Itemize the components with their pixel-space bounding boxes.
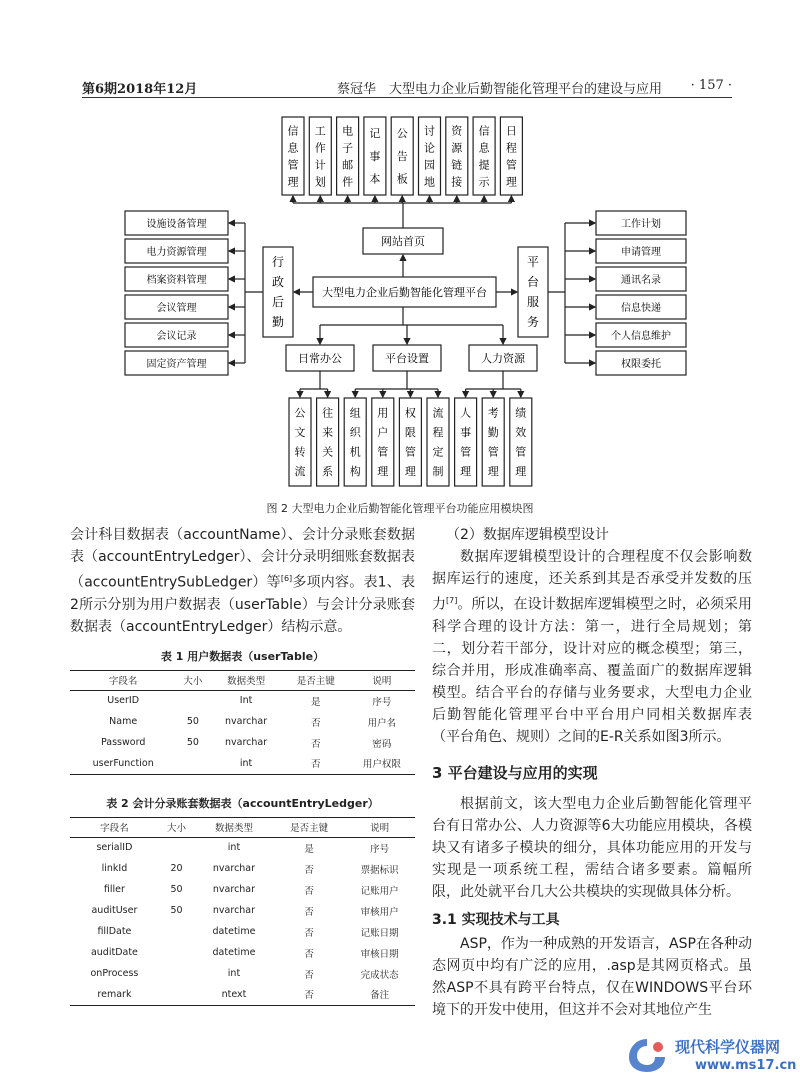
svg-text:设施设备管理: 设施设备管理 — [146, 219, 207, 230]
left-column — [70, 524, 415, 1006]
section-3-1-paragraph: ASP，作为一种成熟的开发语言，ASP在各种动态网页中均有广泛的应用，.asp是其网页格式。虽然ASP不具有跨平台特点，仅在WINDOWS平台环境下的开发中使用，但这并不会对其地位产生 — [432, 935, 752, 1018]
table2-title: 表 2 会计分录账套数据表（accountEntryLedger） — [106, 796, 379, 810]
table1-title: 表 1 用户数据表（userTable） — [160, 649, 325, 663]
left-item-5 — [125, 351, 228, 375]
db-logic-subheading: （2）数据库逻辑模型设计 — [446, 527, 609, 543]
table-cell: 审核日期 — [360, 948, 399, 960]
table1-header-4: 说明 — [372, 676, 392, 688]
center-platform-box — [313, 277, 496, 307]
bottom-module-4 — [399, 398, 421, 486]
table-cell: 否 — [304, 927, 314, 939]
table-cell: int — [227, 842, 241, 854]
right-item-3 — [596, 295, 686, 319]
table-row — [70, 879, 415, 900]
right-item-2 — [596, 267, 686, 291]
table-cell: 20 — [170, 863, 183, 875]
table-cell: 备注 — [370, 990, 390, 1002]
bottom-module-8 — [510, 398, 532, 486]
table-row — [70, 837, 415, 858]
table-cell: filler — [103, 884, 125, 896]
table-cell: fillDate — [97, 926, 132, 938]
right-item-5 — [596, 351, 686, 375]
table-cell: remark — [97, 988, 132, 1000]
table1-header-3: 是否主键 — [296, 676, 335, 688]
table-cell — [159, 921, 194, 942]
table-cell: 用户权限 — [362, 759, 401, 771]
watermark-url: www.ms17.cn — [695, 1058, 797, 1073]
table-cell: nvarchar — [212, 863, 256, 875]
svg-text:通讯名录: 通讯名录 — [621, 275, 661, 286]
table-cell: 密码 — [372, 738, 392, 750]
table1-header-2: 数据类型 — [227, 676, 266, 688]
table1-header-0: 字段名 — [108, 676, 138, 688]
table-cell: datetime — [212, 947, 256, 959]
table-cell: nvarchar — [225, 716, 268, 728]
page-number: · 157 · — [690, 78, 732, 93]
figure-caption: 图 2 大型电力企业后勤智能化管理平台功能应用模块图 — [266, 502, 534, 515]
site-watermark — [625, 1030, 795, 1080]
right-column — [432, 524, 752, 1021]
bottom-module-3 — [372, 398, 394, 486]
left-item-4 — [125, 323, 228, 347]
svg-text:讨论园地: 讨论园地 — [424, 124, 435, 189]
table-cell: UserID — [107, 695, 140, 707]
svg-text:权限委托: 权限委托 — [621, 359, 661, 370]
bottom-module-2 — [344, 398, 366, 486]
table-row — [70, 690, 415, 711]
svg-text:人事管理: 人事管理 — [460, 406, 472, 479]
left-item-2 — [125, 267, 228, 291]
ledger-table — [70, 817, 415, 1006]
svg-text:电子邮件: 电子邮件 — [342, 124, 354, 189]
table-cell: int — [227, 968, 241, 980]
module-box-1 — [373, 345, 441, 371]
svg-text:往来关系: 往来关系 — [322, 406, 334, 479]
table-row — [70, 942, 415, 963]
table-row — [70, 984, 415, 1005]
table-cell: Int — [239, 695, 253, 707]
watermark-logo-icon — [625, 1035, 669, 1075]
svg-text:考勤管理: 考勤管理 — [487, 406, 499, 479]
top-module-7 — [473, 117, 495, 195]
table-row — [70, 732, 415, 753]
svg-text:平台设置: 平台设置 — [385, 352, 429, 365]
table-cell: nvarchar — [212, 884, 256, 896]
table-cell — [159, 984, 194, 1005]
svg-text:日常办公: 日常办公 — [298, 352, 342, 365]
table-cell: 序号 — [370, 843, 390, 855]
top-module-2 — [337, 117, 359, 195]
left-item-3 — [125, 295, 228, 319]
svg-text:信息快递: 信息快递 — [621, 303, 661, 314]
issue-info: 第6期2018年12月 — [82, 82, 198, 97]
table-cell: 否 — [311, 738, 321, 750]
svg-text:绩效管理: 绩效管理 — [515, 406, 527, 479]
table1-header-1: 大小 — [183, 676, 203, 688]
db-logic-paragraph: 数据库逻辑模型设计的合理程度不仅会影响数据库运行的速度，还关系到其是否承受并发数的压力[7]。所以，在设计数据库逻辑模型之时，必须采用科学合理的设计方法：第一，进行全局规划；第二，划分若干部分，设计对应的概念模型；第三，综合并用，形成准确率高、覆盖面广的数据库逻辑模型。结合平台的存储与业务要求，大型电力企业后勤智能化管理平台中平台用户同相关数据库表（平台角色、规则）之间的E-R关系如图3所示。 — [432, 549, 753, 745]
bottom-module-5 — [427, 398, 449, 486]
table-cell: 记账用户 — [360, 885, 399, 897]
bottom-module-7 — [482, 398, 504, 486]
table-row — [70, 858, 415, 879]
function-module-diagram — [0, 105, 800, 495]
bottom-module-0 — [289, 398, 311, 486]
svg-text:申请管理: 申请管理 — [621, 247, 661, 258]
table-cell: 是 — [311, 696, 321, 708]
svg-text:日程管理: 日程管理 — [505, 124, 517, 189]
svg-text:信息管理: 信息管理 — [287, 124, 299, 189]
table-cell: 否 — [304, 906, 314, 918]
svg-text:工作计划: 工作计划 — [621, 219, 661, 230]
table-cell: 否 — [304, 864, 314, 876]
table-cell: onProcess — [90, 968, 139, 980]
table2-header-4: 说明 — [370, 823, 390, 835]
table-cell: Password — [100, 737, 146, 749]
table-cell: ntext — [221, 988, 247, 1000]
table-cell: 否 — [311, 759, 321, 771]
table-cell: 否 — [304, 969, 314, 981]
table-cell: 否 — [311, 717, 321, 729]
section-3-1-title: 3.1 实现技术与工具 — [432, 911, 560, 928]
running-header — [82, 76, 732, 98]
user-table — [70, 670, 415, 775]
table-cell: 50 — [170, 905, 183, 917]
left-admin-box — [263, 247, 293, 337]
right-item-1 — [596, 239, 686, 263]
table-cell: 票据标识 — [360, 864, 399, 876]
svg-text:电力资源管理: 电力资源管理 — [146, 247, 207, 258]
home-box — [363, 228, 443, 254]
svg-text:会议记录: 会议记录 — [156, 331, 197, 342]
svg-text:固定资产管理: 固定资产管理 — [146, 359, 207, 370]
table-cell: 50 — [186, 737, 199, 749]
table-cell: 否 — [304, 885, 314, 897]
svg-text:平台服务: 平台服务 — [526, 255, 540, 330]
left-item-1 — [125, 239, 228, 263]
citation-ref: [7] — [446, 596, 458, 605]
table-cell — [159, 942, 194, 963]
svg-text:个人信息维护: 个人信息维护 — [611, 331, 671, 342]
section-3-title: 3 平台建设与应用的实现 — [432, 763, 598, 782]
table-cell: 记账日期 — [360, 927, 399, 939]
table-cell: datetime — [212, 926, 256, 938]
svg-text:权限管理: 权限管理 — [404, 406, 416, 479]
table-cell: nvarchar — [212, 905, 256, 917]
svg-text:公告板: 公告板 — [396, 127, 408, 186]
top-module-8 — [500, 117, 522, 195]
svg-text:信息提示: 信息提示 — [478, 124, 490, 189]
svg-text:档案资料管理: 档案资料管理 — [146, 275, 207, 286]
svg-text:会议管理: 会议管理 — [156, 303, 197, 314]
svg-text:资源链接: 资源链接 — [451, 124, 463, 189]
table2-header-3: 是否主键 — [290, 823, 329, 835]
bottom-module-1 — [317, 398, 339, 486]
svg-text:人力资源: 人力资源 — [481, 352, 525, 365]
table-cell: serialID — [96, 842, 133, 854]
table-cell: int — [239, 757, 253, 769]
top-module-6 — [446, 117, 468, 195]
table-cell — [176, 753, 209, 774]
top-module-0 — [282, 117, 304, 195]
table-cell — [159, 963, 194, 984]
right-item-0 — [596, 211, 686, 235]
svg-text:组织机构: 组织机构 — [349, 406, 361, 479]
top-module-3 — [364, 117, 386, 195]
table-cell: 完成状态 — [360, 969, 399, 981]
table-cell: nvarchar — [225, 737, 268, 749]
svg-text:网站首页: 网站首页 — [381, 235, 425, 248]
svg-text:行政后勤: 行政后勤 — [271, 255, 285, 330]
module-box-0 — [286, 345, 354, 371]
table-cell: 否 — [304, 990, 314, 1002]
right-item-4 — [596, 323, 686, 347]
table-cell: 是 — [304, 843, 314, 855]
table-row — [70, 753, 415, 774]
table-cell: linkId — [101, 863, 128, 875]
table-cell: Name — [109, 716, 138, 728]
table-cell: 否 — [304, 948, 314, 960]
section-3-paragraph: 根据前文，该大型电力企业后勤智能化管理平台有日常办公、人力资源等6大功能应用模块，各模块又有诸多子模块的细分，具体功能应用的开发与实现是一项系统工程，需结合诸多要素。篇幅所限，此处就平台几大公共模块的实现做具体分析。 — [432, 795, 752, 900]
top-module-5 — [419, 117, 441, 195]
table-row — [70, 900, 415, 921]
bottom-module-6 — [455, 398, 477, 486]
table-cell: 50 — [186, 716, 199, 728]
table-cell: auditUser — [91, 905, 138, 917]
table-cell: 用户名 — [367, 717, 397, 729]
svg-text:大型电力企业后勤智能化管理平台: 大型电力企业后勤智能化管理平台 — [322, 286, 487, 299]
table2-header-1: 大小 — [167, 823, 187, 835]
left-paragraph: 会计科目数据表（accountName）、会计分录账套数据表（accountEntryLedger）、会计分录明细账套数据表（accountEntrySubLedger）等[6]多项内容。表1、表2所示分别为用户数据表（userTable）与会计分录账套数据表（accountEntryLedger）结构示意。 — [70, 527, 415, 635]
table-cell — [159, 837, 194, 858]
table-cell: 审核用户 — [360, 906, 399, 918]
table-row — [70, 921, 415, 942]
table-cell: auditDate — [90, 947, 138, 959]
top-module-1 — [309, 117, 331, 195]
watermark-title: 现代科学仪器网 — [675, 1038, 781, 1056]
table-cell — [176, 690, 209, 711]
top-module-4 — [391, 117, 413, 195]
table-row — [70, 963, 415, 984]
right-service-box — [518, 247, 548, 337]
table-cell: userFunction — [92, 757, 154, 769]
svg-text:工作计划: 工作计划 — [314, 124, 326, 189]
left-item-0 — [125, 211, 228, 235]
table2-header-0: 字段名 — [100, 823, 129, 835]
svg-text:公文转流: 公文转流 — [294, 406, 306, 479]
table-cell: 序号 — [372, 696, 392, 708]
table-cell: 50 — [170, 884, 183, 896]
svg-text:用户管理: 用户管理 — [377, 406, 389, 479]
svg-text:流程定制: 流程定制 — [432, 406, 444, 479]
article-title: 蔡冠华 大型电力企业后勤智能化管理平台的建设与应用 — [337, 82, 663, 97]
table-row — [70, 711, 415, 732]
module-box-2 — [469, 345, 537, 371]
table2-header-2: 数据类型 — [214, 823, 253, 835]
svg-text:记事本: 记事本 — [369, 127, 381, 186]
citation-ref: [6] — [280, 574, 293, 583]
